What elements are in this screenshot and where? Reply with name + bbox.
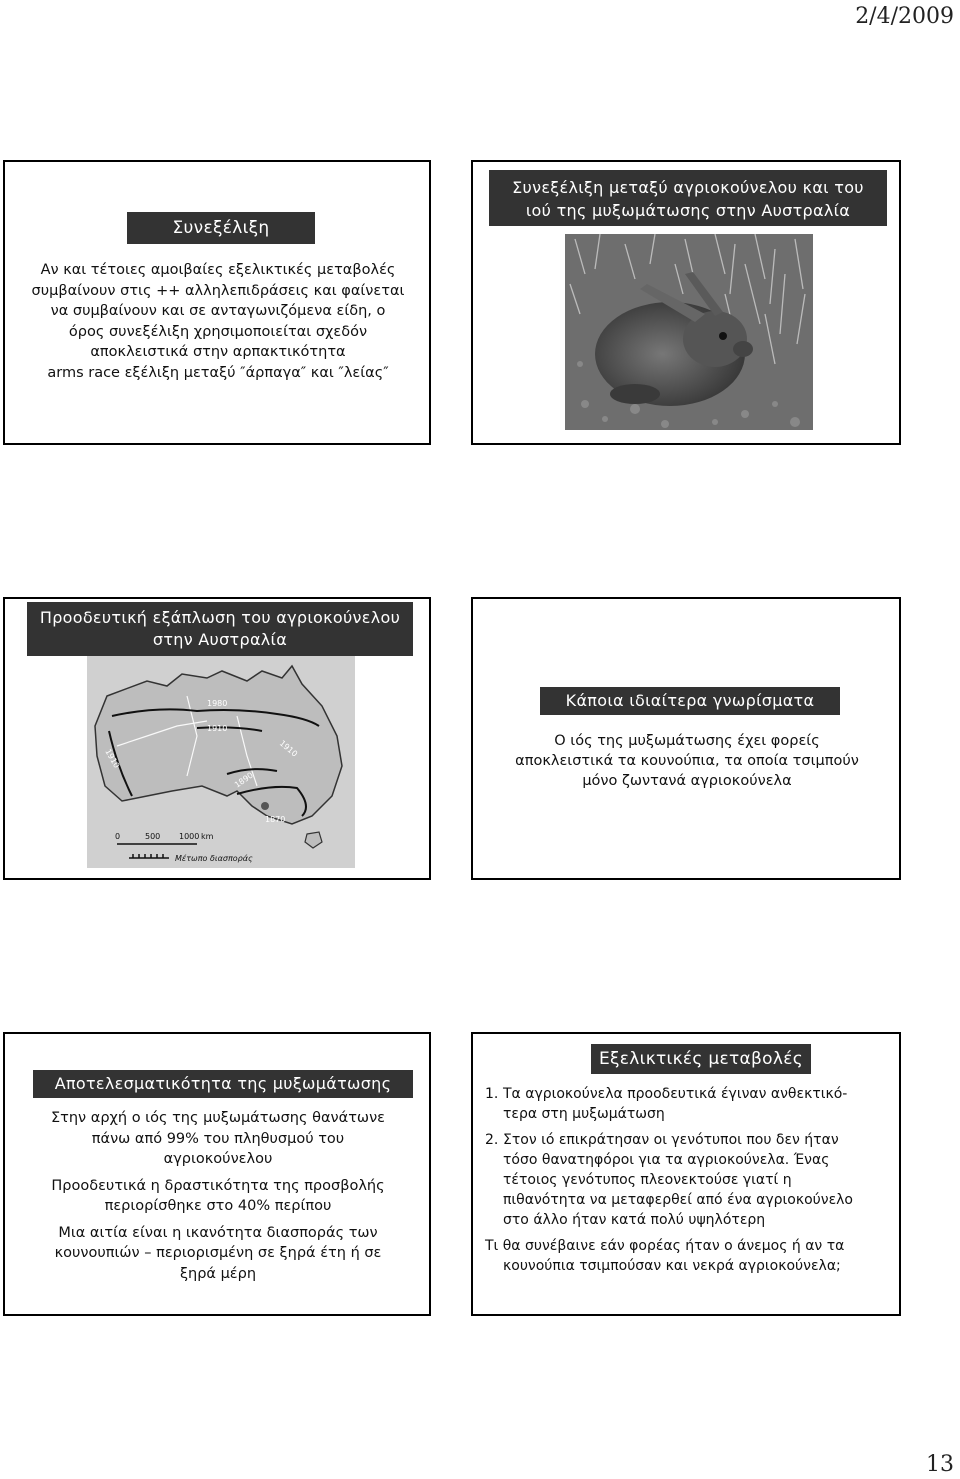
page-number: 13 <box>926 1452 954 1477</box>
body-line: όρος συνεξέλιξη χρησιμοποιείται σχεδόν <box>68 323 368 340</box>
slide-evolutionary-changes <box>471 1032 901 1316</box>
list-number: 2. <box>485 1132 499 1148</box>
slide-body <box>13 260 423 383</box>
slide-title-line: Συνεξέλιξη μεταξύ αγριοκούνελου και του <box>512 178 864 197</box>
body-paragraph <box>13 1176 423 1217</box>
slide-title-line: ιού της μυξωμάτωσης στην Αυστραλία <box>525 201 851 220</box>
legend-label: Μέτωπο διασποράς <box>175 854 253 863</box>
year-label: 1890 <box>232 770 255 790</box>
slide-effectiveness <box>3 1032 431 1316</box>
list-line: τερα στη μυξωμάτωση <box>503 1106 665 1122</box>
list-item <box>485 1084 895 1124</box>
question <box>485 1236 895 1276</box>
list-line: Στον ιό επικράτησαν οι γενότυποι που δεν ήταν <box>503 1132 839 1148</box>
body-line: Μια αιτία είναι η ικανότητα διασποράς των <box>58 1224 378 1241</box>
body-line: μόνο ζωντανά αγριοκούνελα <box>582 773 792 789</box>
question-line: Τι θα συνέβαινε εάν φορέας ήταν ο άνεμος ή αν τα <box>485 1238 845 1254</box>
list-number: 1. <box>485 1086 499 1102</box>
body-line: Ο ιός της μυξωμάτωσης έχει φορείς <box>554 733 820 749</box>
list-line: Τα αγριοκούνελα προοδευτικά έγιναν ανθεκτικό- <box>503 1086 848 1102</box>
body-line: συμβαίνουν στις ++ αλληλεπιδράσεις και φαίνεται <box>31 282 405 299</box>
australia-map <box>87 656 355 868</box>
body-line: Προοδευτικά η δραστικότητα της προσβολής <box>51 1177 385 1194</box>
scale-unit: km <box>201 832 214 841</box>
list-line: τόσο θανατηφόροι για τα αγριοκούνελα. Ένας <box>503 1152 830 1168</box>
release-point <box>261 802 269 810</box>
scale-tick: 1000 <box>179 832 200 841</box>
body-line: πάνω από 99% του πληθυσμού του <box>91 1130 345 1147</box>
body-line: κουνουπιών – περιορισμένη σε ξηρά έτη ή σε <box>54 1245 382 1261</box>
body-line: περιορίσθηκε στο 40% περίπου <box>104 1198 332 1214</box>
body-line: Αν και τέτοιες αμοιβαίες εξελικτικές μεταβολές <box>40 262 396 278</box>
slide-features <box>471 597 901 880</box>
scale-tick: 500 <box>145 832 161 841</box>
slide-body <box>483 731 891 791</box>
slide-title <box>489 170 887 226</box>
slide-body <box>485 1084 895 1276</box>
body-line: αποκλειστικά τα κουνούπια, τα οποία τσιμπούν <box>515 753 859 769</box>
slide-title: Συνεξέλιξη <box>127 212 315 244</box>
slide-rabbit-virus <box>471 160 901 445</box>
body-line: arms race εξέλιξη μεταξύ ″άρπαγα″ και ″λείας″ <box>47 364 389 381</box>
slide-body <box>13 1108 423 1284</box>
year-label: 1870 <box>265 815 286 824</box>
slide-rabbit-spread <box>3 597 431 880</box>
list-line: στο άλλο ήταν κατά πολύ υψηλότερη <box>503 1212 766 1228</box>
rabbit-photo <box>565 234 813 430</box>
body-line: αγριοκούνελου <box>163 1151 273 1167</box>
body-line: ξηρά μέρη <box>179 1265 257 1282</box>
scale-tick: 0 <box>115 832 121 841</box>
slide-title: Εξελικτικές μεταβολές <box>591 1044 811 1074</box>
list-line: πιθανότητα να μεταφερθεί από ένα αγριοκούνελο <box>503 1192 853 1208</box>
slide-title <box>27 602 413 656</box>
slide-title-line: Προοδευτική εξάπλωση του αγριοκούνελου <box>39 608 401 627</box>
body-line: Στην αρχή ο ιός της μυξωμάτωσης θανάτωνε <box>50 1110 386 1126</box>
slide-title: Κάποια ιδιαίτερα γνωρίσματα <box>540 687 840 715</box>
year-label: 1910 <box>277 738 300 759</box>
slide-title-line: στην Αυστραλία <box>152 630 288 649</box>
list-item <box>485 1130 895 1230</box>
slide-title: Αποτελεσματικότητα της μυξωμάτωσης <box>33 1070 413 1098</box>
document-date: 2/4/2009 <box>855 4 954 29</box>
body-paragraph <box>13 1108 423 1170</box>
body-paragraph <box>13 1223 423 1285</box>
year-label: 1910 <box>207 724 228 733</box>
year-label: 1910 <box>103 747 122 770</box>
list-line: τέτοιος γενότυπος πλεονεκτούσε γιατί η <box>503 1172 792 1188</box>
slide-coevolution <box>3 160 431 445</box>
question-line: κουνούπια τσιμπούσαν και νεκρά αγριοκούνελα; <box>503 1258 841 1274</box>
body-line: αποκλειστικά στην αρπακτικότητα <box>90 344 346 360</box>
body-line: να συμβαίνουν και σε ανταγωνιζόμενα είδη, ο <box>50 303 386 319</box>
year-label: 1980 <box>207 699 228 708</box>
